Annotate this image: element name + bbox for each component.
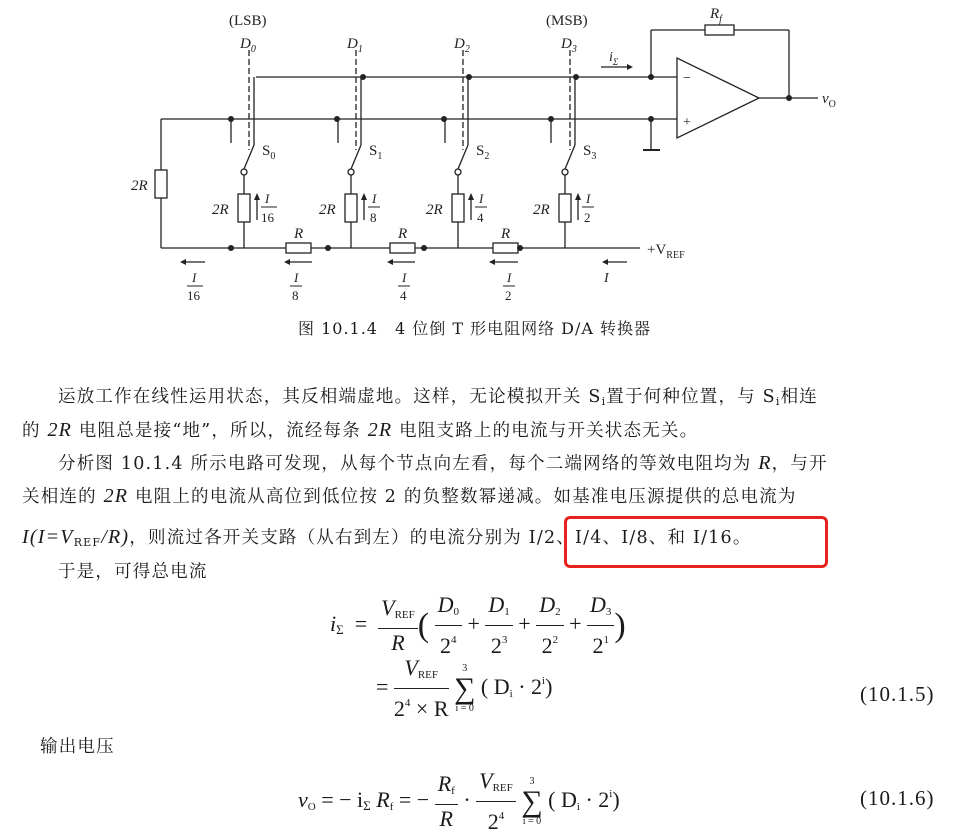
vref-label: $+V_{REF}$ [647, 242, 685, 261]
equation-number-10-1-5: (10.1.5) [860, 682, 935, 706]
vo-label: $v_O$ [822, 91, 836, 110]
paragraph-2-line-1: 分析图 10.1.4 所示电路可发现，从每个节点向左看，每个二端网络的等效电阻均为 R，与开 [58, 452, 828, 474]
opamp-plus: + [683, 115, 691, 130]
branch-2r-label-2: 2R [426, 202, 443, 218]
switch-s0: $S_0$ [262, 143, 276, 162]
feedback-resistor [705, 25, 734, 35]
branch-1 [338, 50, 361, 248]
branch-current-1-num: I [372, 191, 377, 206]
series-resistor-1 [286, 243, 311, 253]
lsb-label: (LSB) [229, 13, 267, 29]
ladder-current-1-num: I [294, 270, 299, 285]
branch-2r-label-0: 2R [212, 202, 229, 218]
branch-current-2-num: I [479, 191, 484, 206]
switch-s3: $S_3$ [583, 143, 597, 162]
paragraph-2-line-2: 关相连的 2R 电阻上的电流从高位到低位按 2 的负整数幂递减。如基准电压源提供的总电流为 [22, 485, 797, 507]
ladder-current-3-den: 2 [505, 288, 512, 303]
paragraph-2-line-3: $I(I=V_{REF}/R)$，则流过各开关支路（从右到左）的电流分别为 I/2、I/4、I/8、和 I/16。 [22, 526, 752, 549]
branch-current-0-den: 16 [261, 210, 274, 225]
branch-current-0-num: I [265, 191, 270, 206]
branch-3 [551, 50, 575, 248]
series-r-label-2: R [398, 226, 408, 242]
branch-2 [445, 50, 468, 248]
ladder-current-total: I [604, 271, 609, 286]
branch-0 [231, 50, 254, 248]
bit-d0: $D_0$ [240, 36, 256, 55]
paragraph-3: 于是，可得总电流 [58, 562, 208, 582]
msb-label: (MSB) [546, 13, 588, 29]
equation-total-current-line-1: $i_\Sigma$ = $\frac{V_{REF}}{R}$ ( $\frac{D_0}{2^4}$ + $\frac{D_1}{2^3}$ + $\frac{D_2}{2^2}$ + $\frac{D_3}{2^1}$ ) [330, 592, 626, 658]
opamp-minus: − [683, 71, 691, 86]
ladder-current-0-den: 16 [187, 288, 200, 303]
series-r-label-1: R [294, 226, 304, 242]
series-resistor-3 [493, 243, 518, 253]
paragraph-1-line-1: 运放工作在线性运用状态，其反相端虚地。这样，无论模拟开关 $S_i$置于何种位置，与 $S_i$相连 [58, 387, 818, 408]
switch-s2: $S_2$ [476, 143, 490, 162]
branch-current-3-den: 2 [584, 210, 591, 225]
ladder-current-3-num: I [507, 270, 512, 285]
left-2r-label: 2R [131, 178, 148, 194]
ladder-current-2-num: I [402, 270, 407, 285]
branch-current-3-num: I [586, 191, 591, 206]
bit-d1: $D_1$ [347, 36, 363, 55]
switch-s1: $S_1$ [369, 143, 383, 162]
branch-2r-label-3: 2R [533, 202, 550, 218]
equation-total-current-line-2: = $\frac{V_{REF}}{2^4 \times R}$ 3 ∑ i = 0 ( $D_i \cdot 2^i$) [376, 655, 553, 721]
ladder-current-2-den: 4 [400, 288, 407, 303]
ladder-current-1-den: 8 [292, 288, 299, 303]
paragraph-4: 输出电压 [40, 737, 115, 757]
figure-caption: 图 10.1.4 4 位倒 T 形电阻网络 D/A 转换器 [298, 319, 652, 338]
equation-output-voltage: $v_O$ = − $i_\Sigma$ $R_f$ = − $\frac{R_f}{R}$ · $\frac{V_{REF}}{2^4}$ 3 ∑ i = 0 ( $D_i \cdot 2^i$) [298, 768, 620, 834]
paragraph-1-line-2: 的 2R 电阻总是接“地”，所以，流经每条 2R 电阻支路上的电流与开关状态无关。 [22, 419, 699, 441]
ladder-current-0-num: I [192, 270, 197, 285]
equation-number-10-1-6: (10.1.6) [860, 786, 935, 810]
left-2r-resistor [155, 170, 167, 198]
branch-current-2-den: 4 [477, 210, 484, 225]
series-resistor-2 [390, 243, 415, 253]
i-sum-label: $i_\Sigma$ [609, 50, 619, 67]
branch-current-1-den: 8 [370, 210, 377, 225]
branch-2r-label-1: 2R [319, 202, 336, 218]
highlighted-text: 为 I/2、I/4、I/8、和 I/16。 [503, 528, 752, 548]
series-r-label-3: R [501, 226, 511, 242]
bit-d3: $D_3$ [561, 36, 577, 55]
bit-d2: $D_2$ [454, 36, 470, 55]
inverted-t-resistor-network-diagram [0, 0, 977, 310]
rf-label: $R_f$ [710, 6, 722, 25]
